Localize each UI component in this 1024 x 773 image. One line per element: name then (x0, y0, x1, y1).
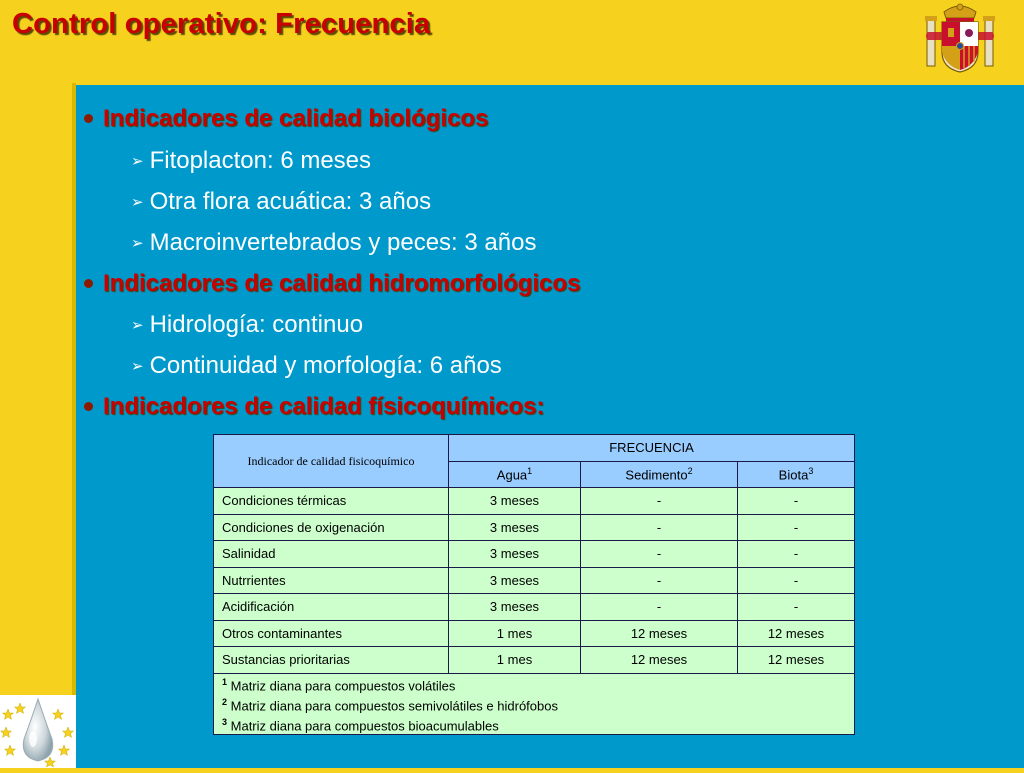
indicator-header: Indicador de calidad fisicoquímico (214, 435, 449, 488)
row-label: Acidificación (214, 594, 449, 621)
table-cell: - (581, 541, 738, 568)
row-label: Condiciones térmicas (214, 488, 449, 515)
water-drop-eu-stars-logo (0, 695, 76, 768)
list-item: ➢ Macroinvertebrados y peces: 3 años (131, 229, 537, 256)
section-heading-biological: Indicadores de calidad biológicos (84, 105, 488, 133)
bullet-dot-icon (84, 114, 93, 123)
bullet-dot-icon (84, 402, 93, 411)
table-cell: 1 mes (449, 620, 581, 647)
table-row (214, 514, 855, 541)
arrow-bullet-icon: ➢ (131, 235, 144, 252)
table-cell: - (581, 514, 738, 541)
table-cell: 12 meses (738, 647, 855, 674)
table-row (214, 594, 855, 621)
footnotes (214, 673, 855, 735)
table-cell: - (738, 594, 855, 621)
table-notes (214, 673, 855, 735)
arrow-bullet-icon: ➢ (131, 358, 144, 375)
row-label: Condiciones de oxigenación (214, 514, 449, 541)
frequency-header: FRECUENCIA (449, 435, 855, 462)
column-header: Sedimento$^2$ (581, 461, 738, 488)
list-item: ➢ Continuidad y morfología: 6 años (131, 352, 502, 379)
arrow-bullet-icon: ➢ (131, 317, 144, 334)
spanish-coat-of-arms-icon (924, 2, 996, 74)
table-cell: 12 meses (581, 647, 738, 674)
section-heading-physicochemical: Indicadores de calidad físicoquímicos: (84, 393, 544, 421)
table-cell: 1 mes (449, 647, 581, 674)
row-label: Nutrrientes (214, 567, 449, 594)
table-cell: 12 meses (738, 620, 855, 647)
table-cell: - (738, 541, 855, 568)
table-cell: - (581, 567, 738, 594)
row-label: Salinidad (214, 541, 449, 568)
table-cell: - (581, 594, 738, 621)
table-cell: 3 meses (449, 567, 581, 594)
row-label: Otros contaminantes (214, 620, 449, 647)
table-row (214, 488, 855, 515)
table-row (214, 620, 855, 647)
table-cell: - (738, 567, 855, 594)
slide-title: Control operativo: Frecuencia (12, 8, 431, 40)
table-row (214, 541, 855, 568)
table-cell: 3 meses (449, 514, 581, 541)
logo-box (0, 695, 76, 768)
table-row (214, 647, 855, 674)
table-cell: 3 meses (449, 488, 581, 515)
arrow-bullet-icon: ➢ (131, 194, 144, 211)
footnote: $^3$ Matriz diana para compuestos bioacumulables (222, 717, 499, 734)
table-cell: - (738, 488, 855, 515)
table-cell: - (581, 488, 738, 515)
table-row (214, 567, 855, 594)
footnote: $^1$ Matriz diana para compuestos volátiles (222, 676, 456, 693)
column-header: Biota$^3$ (738, 461, 855, 488)
column-header: Agua$^1$ (449, 461, 581, 488)
table-cell: 12 meses (581, 620, 738, 647)
table-cell: - (738, 514, 855, 541)
bullet-dot-icon (84, 279, 93, 288)
list-item: ➢ Hidrología: continuo (131, 311, 364, 338)
list-item: ➢ Fitoplacton: 6 meses (131, 147, 372, 174)
content-panel (76, 85, 1024, 768)
section-heading-hydromorphological: Indicadores de calidad hidromorfológicos (84, 270, 580, 298)
frequency-table (213, 434, 855, 735)
table-cell: 3 meses (449, 594, 581, 621)
list-item: ➢ Otra flora acuática: 3 años (131, 188, 432, 215)
table-cell: 3 meses (449, 541, 581, 568)
arrow-bullet-icon: ➢ (131, 153, 144, 170)
row-label: Sustancias prioritarias (214, 647, 449, 674)
footnote: $^2$ Matriz diana para compuestos semivolátiles e hidrófobos (222, 696, 558, 714)
